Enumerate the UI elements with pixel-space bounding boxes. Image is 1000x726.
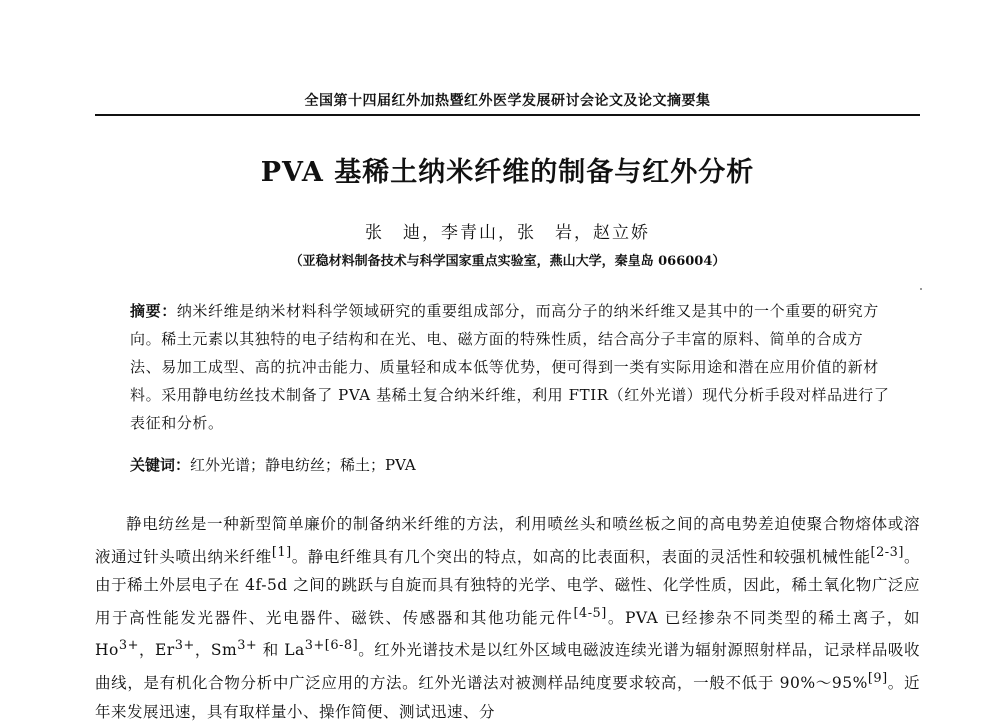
citation-2: [2-3] <box>870 544 904 560</box>
citation-1: [1] <box>271 544 292 560</box>
author-list: 张 迪，李青山，张 岩，赵立娇 <box>365 223 650 243</box>
ion-charge-la: 3+[6-8] <box>304 638 359 654</box>
body-text-8: 。红外光谱技术是以红外区域电磁波连续光谱为辐射源照射样品，记录样品吸收曲线，是有机化合物分析中广泛应用的方法。红外光谱法对被测样品纯度要求较高，一般不低于 90%～95% <box>95 641 920 693</box>
body-text-7: 和 La <box>257 641 305 660</box>
keywords-label: 关键词： <box>130 456 191 474</box>
abstract-block <box>130 297 890 437</box>
ion-charge-sm: 3+ <box>237 638 258 654</box>
citation-4: [9] <box>867 670 888 686</box>
scan-speck <box>920 288 922 290</box>
keywords-text: 红外光谱；静电纺丝；稀土；PVA <box>190 456 416 474</box>
abstract-text: 纳米纤维是纳米材料科学领域研究的重要组成部分，而高分子的纳米纤维又是其中的一个重要的研究方向。稀土元素以其独特的电子结构和在光、电、磁方面的特殊性质，结合高分子丰富的原料、简单的合成方法、易加工成型、高的抗冲击能力、质量轻和成本低等优势，便可得到一类有实际用途和潜在应用价值的新材料。采用静电纺丝技术制备了 PVA 基稀土复合纳米纤维，利用 FTIR（红外光谱）现代分析手段对样品进行了表征和分析。 <box>130 302 890 432</box>
affiliation: （亚稳材料制备技术与科学国家重点实验室，燕山大学，秦皇岛 066004） <box>289 254 726 269</box>
body-section <box>95 510 920 726</box>
body-text-9: 。近年来发展迅速，具有取样量小、操作简便、测试迅速、分 <box>95 674 920 721</box>
keywords-block <box>130 451 890 479</box>
running-header: 全国第十四届红外加热暨红外医学发展研讨会论文及论文摘要集 <box>304 93 711 109</box>
body-paragraph <box>95 510 920 726</box>
body-text-5: ，Er <box>138 641 175 660</box>
body-text-3: 。由于稀土外层电子在 4f-5d 之间的跳跃与自旋而具有独特的光学、电学、磁性、化学性质，因此，稀土氧化物广泛应用于高性能发光器件、光电器件、磁铁、传感器和其他功能元件 <box>95 547 920 627</box>
paper-title: PVA 基稀土纳米纤维的制备与红外分析 <box>260 157 755 188</box>
citation-3: [4-5] <box>573 605 607 621</box>
ion-charge-er: 3+ <box>174 638 195 654</box>
abstract-label: 摘要： <box>130 302 177 320</box>
body-text-6: ，Sm <box>194 641 238 660</box>
body-text-2: 。静电纤维具有几个突出的特点，如高的比表面积，表面的灵活性和较强机械性能 <box>291 547 871 566</box>
body-text-4: 。PVA 已经掺杂不同类型的稀土离子，如 Ho <box>95 608 920 660</box>
header-rule <box>95 114 920 116</box>
body-text-1: 静电纺丝是一种新型简单廉价的制备纳米纤维的方法，利用喷丝头和喷丝板之间的高电势差迫使聚合物熔体或溶液通过针头喷出纳米纤维 <box>95 515 920 566</box>
ion-charge-ho: 3+ <box>118 638 139 654</box>
